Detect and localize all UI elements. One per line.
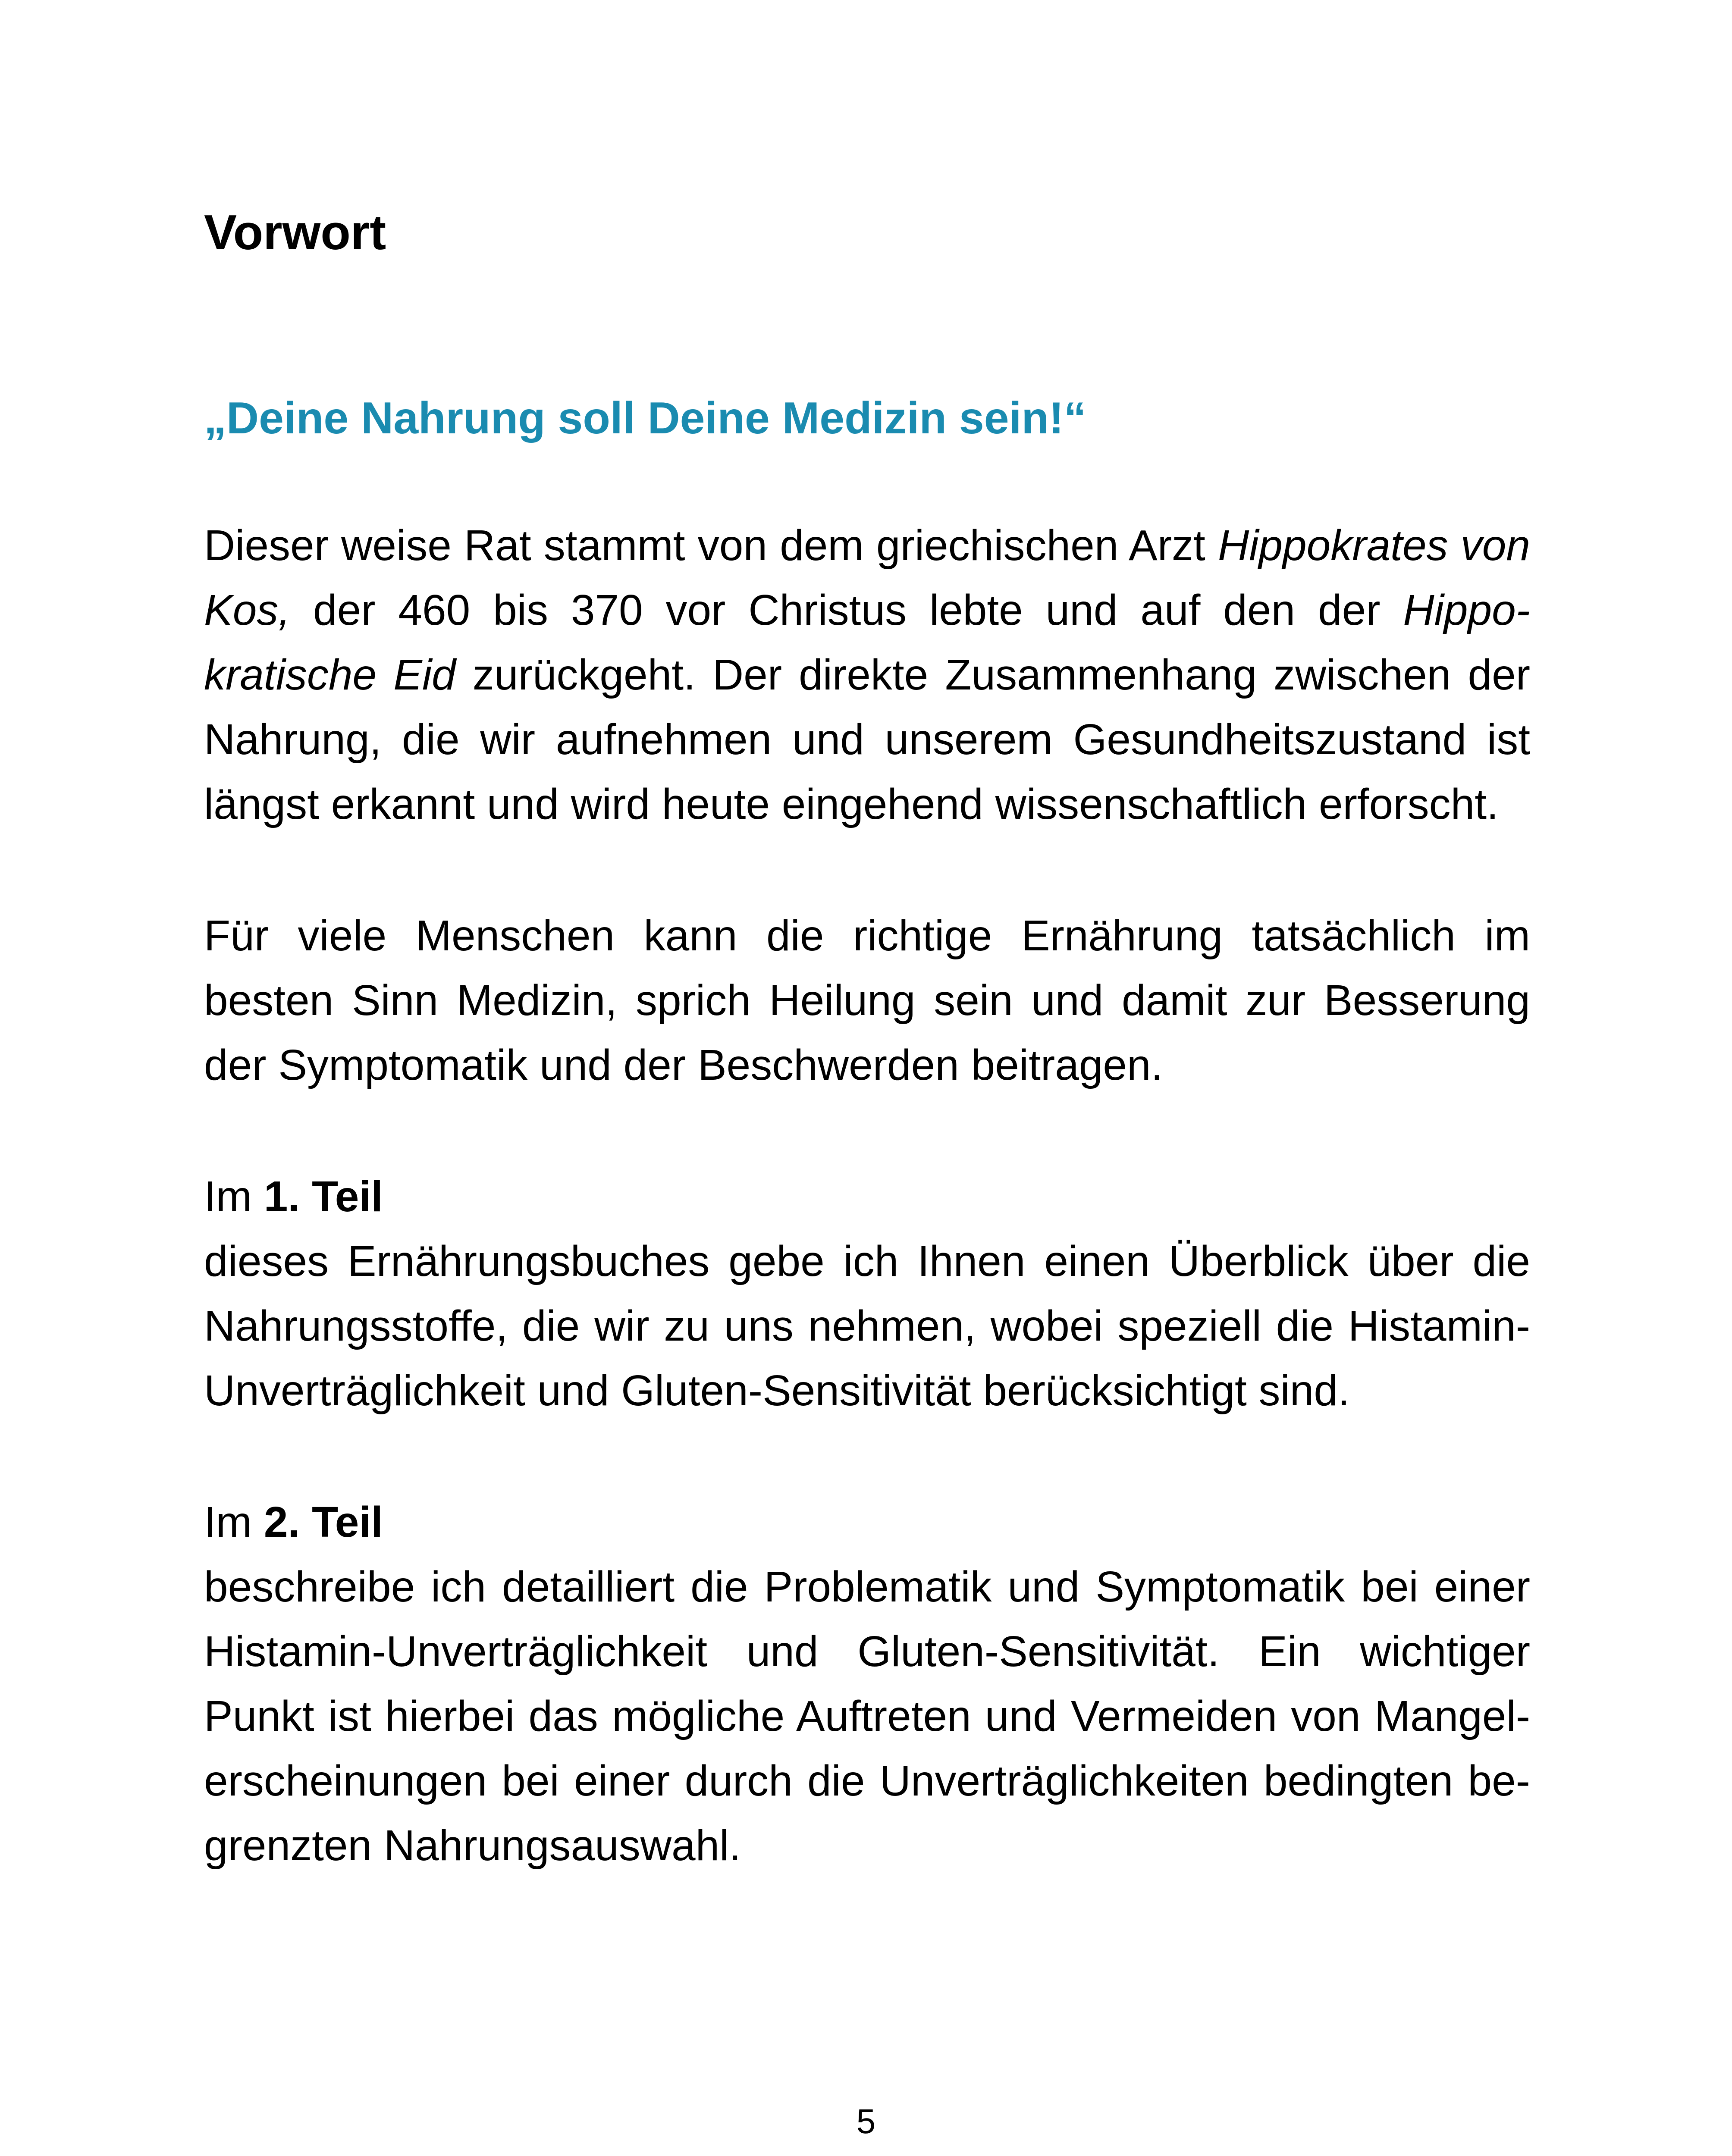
section1-title [204,1164,1530,1229]
section2-title [204,1490,1530,1554]
paragraph-medicine: Für viele Menschen kann die richtige Ernährung tatsächlich im besten Sinn Medizin, sprich Heilung sein und damit zur Besserung der Symptomatik und der Beschwerden beitragen. [204,912,1530,1089]
paragraph-intro-text-3: zurückgeht. Der direkte Zusammenhang zwischen der Nahrung, die wir aufnehmen und unserem Gesundheitszustand ist längst erkannt und wird heute eingehend wissenschaftlich erforscht. [204,651,1530,828]
section2-label: 2. Teil [264,1498,383,1546]
section1-text: dieses Ernährungsbuches gebe ich Ihnen einen Überblick über die Nahrungsstoffe, die wir zu uns nehmen, wobei speziell die Histamin-Unverträglichkeit und Gluten-Sensitivität berücksichtigt sind. [204,1237,1530,1415]
section2-text: beschreibe ich detailliert die Problematik und Symptomatik bei einer Histamin-Unverträglichkeit und Gluten-Sensitivität. Ein wichtiger Punkt ist hierbei das mögliche Auftreten und Vermeiden von Mangel-erscheinungen bei einer durch die Unverträglichkeiten bedingten be-grenzten Nahrungsauswahl. [204,1563,1530,1870]
page-number: 5 [856,2102,876,2140]
paragraph-intro [204,513,1530,837]
paragraph-intro-italic-1: Hippokrates von Kos, [204,521,1530,634]
section1-label: 1. Teil [264,1172,383,1221]
section1-prefix: Im [204,1172,264,1221]
paragraph-intro-italic-2: Hippo-kratische Eid [204,586,1530,699]
quote-heading: „Deine Nahrung soll Deine Medizin sein!“ [204,393,1086,443]
page-title: Vorwort [204,205,386,260]
section2-prefix: Im [204,1498,264,1546]
paragraph-intro-text-1: Dieser weise Rat stammt von dem griechischen Arzt [204,521,1218,570]
paragraph-intro-text-2: der 460 bis 370 vor Christus lebte und auf den der [290,586,1403,634]
